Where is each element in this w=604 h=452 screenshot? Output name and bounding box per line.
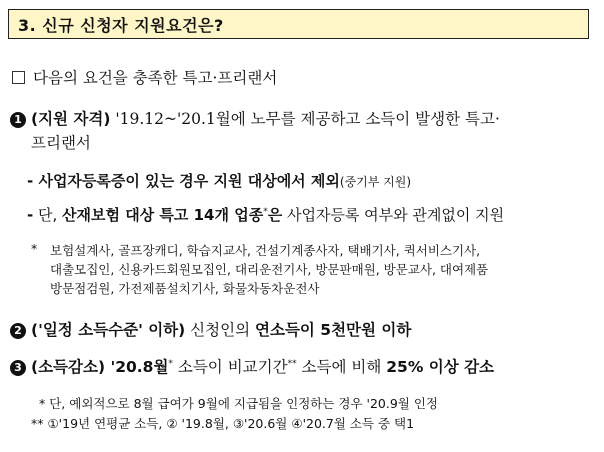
item-1-sub-2-rest: 사업자등록 여부와 관계없이 지원 (282, 206, 505, 224)
item-3 (10, 355, 494, 377)
item-1-note-line: 대출모집인, 신용카드회원모집인, 대리운전기사, 방문판매원, 방문교사, 대여제품 (50, 262, 489, 277)
footnote-star: ** (287, 358, 297, 369)
item-3-bold2: 25% 이상 감소 (386, 358, 495, 376)
item-1-continuation: 프리랜서 (31, 134, 91, 152)
item-2-text: 신청인의 (185, 321, 255, 339)
checkbox-icon (12, 71, 25, 84)
number-1-icon: 1 (10, 112, 26, 128)
item-1-bold: (지원 자격) (31, 110, 111, 128)
item-1-sub-2 (27, 204, 504, 225)
number-2-icon: 2 (10, 323, 26, 339)
footnote-star: * (263, 207, 268, 217)
item-1-note-line: 보험설계사, 골프장캐디, 학습지교사, 건설기계종사자, 택배기사, 퀵서비스기사, (50, 243, 481, 258)
section-title: 3. 신규 신청자 지원요건은? (18, 15, 224, 35)
item-3-text: 소득이 비교기간 (172, 358, 288, 376)
dash: - (27, 206, 34, 224)
footnote-star: * (168, 358, 173, 369)
item-1-text: '19.12~'20.1월에 노무를 제공하고 소득이 발생한 특고· (110, 110, 500, 128)
item-2-bold: ('일정 소득수준' 이하) (31, 321, 186, 339)
item-1-note-star: * (31, 241, 38, 256)
dash: - (27, 172, 34, 190)
item-1-sub-1-bold: 사업자등록증이 있는 경우 지원 대상에서 제외 (33, 172, 340, 190)
item-1-sub-2-text: 단, (33, 206, 63, 224)
item-2 (10, 318, 411, 340)
item-1-note-line: 방문점검원, 가전제품설치기사, 화물차동차운전사 (50, 281, 320, 296)
item-1-sub-1 (27, 170, 411, 191)
item-3-note-1: * 단, 예외적으로 8월 급여가 9월에 지급됨을 인정하는 경우 '20.9월 인정 (39, 396, 439, 411)
intro-line (12, 66, 277, 88)
item-1-sub-2-bold: 산재보험 대상 특고 14개 업종 (62, 206, 264, 224)
item-3-text-b: 소득 (296, 358, 332, 376)
item-1 (10, 107, 500, 129)
item-1-sub-2-bold2: 은 (267, 206, 283, 224)
section-header (8, 9, 589, 39)
item-3-note-2: ** ①'19년 연평균 소득, ② '19.8월, ③'20.6월 ④'20.7월 소득 중 택1 (31, 416, 415, 431)
item-3-bold: (소득감소) '20.8월 (31, 358, 169, 376)
intro-text: 다음의 요건을 충족한 특고·프리랜서 (33, 69, 278, 87)
item-1-sub-1-small: (중기부 지원) (339, 175, 412, 189)
number-3-icon: 3 (10, 360, 26, 376)
item-2-bold2: 연소득이 5천만원 이하 (255, 321, 412, 339)
item-3-text-c: 에 비해 (331, 358, 387, 376)
